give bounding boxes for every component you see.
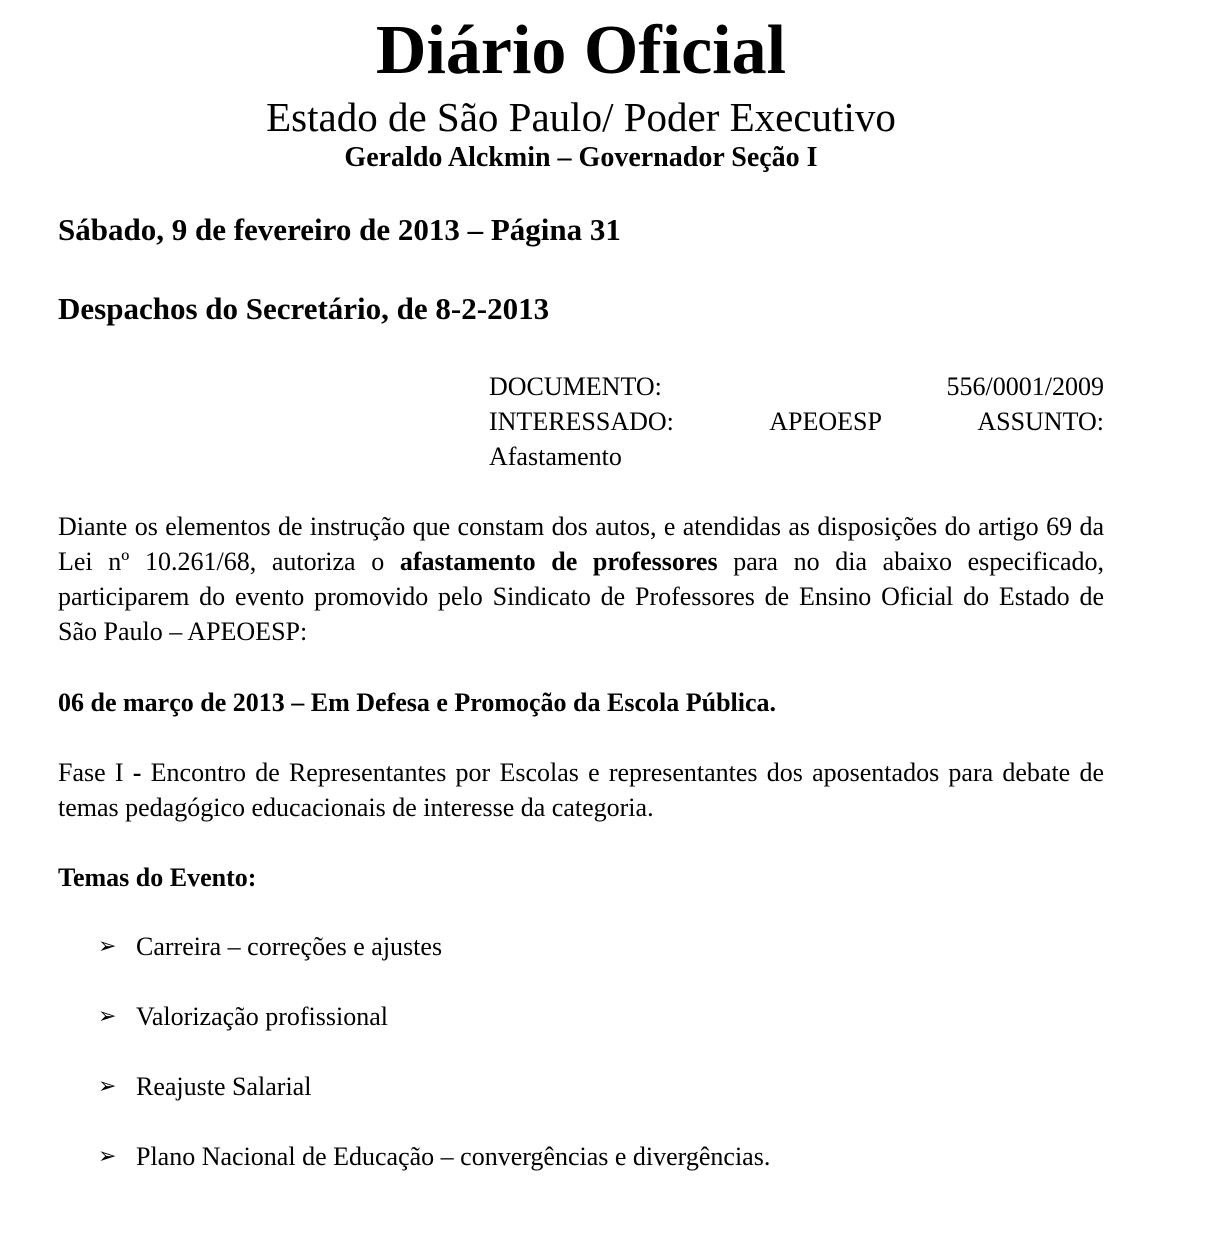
newspaper-title: Diário Oficial [375, 12, 787, 89]
assunto-label: ASSUNTO: [977, 407, 1104, 436]
newspaper-subtitle: Estado de São Paulo/ Poder Executivo [266, 94, 896, 140]
documento-value: 556/0001/2009 [946, 372, 1104, 401]
date-line: Sábado, 9 de fevereiro de 2013 – Página 31 [58, 212, 621, 247]
arrowhead-bullet-icon: ➢ [98, 1144, 117, 1169]
list-item-text: Carreira – correções e ajustes [136, 932, 443, 961]
interessado-row [489, 404, 1104, 439]
list-item [98, 1139, 770, 1174]
fase-text-end: Encontro de Representantes por Escolas e representantes dos aposentados para debate de temas pedagógico educacionais de interesse da categoria. [58, 758, 1104, 822]
list-item [98, 999, 388, 1034]
governor-line: Geraldo Alckmin – Governador Seção I [344, 142, 818, 173]
fase-dash: - [132, 758, 142, 787]
list-item-text: Plano Nacional de Educação – convergências e divergências. [136, 1142, 771, 1171]
document-reference-block [489, 369, 1104, 474]
assunto-value: Afastamento [489, 442, 622, 471]
masthead [0, 8, 1162, 176]
fase-paragraph [58, 755, 1104, 825]
intro-text-start: Diante os elementos de instrução que constam dos autos, e atendidas as disposições do artigo 69 da Lei nº 10.261/68, autoriza o [58, 512, 1104, 576]
intro-bold-text: afastamento de professores [399, 547, 718, 576]
interessado-value: APEOESP [769, 407, 882, 436]
fase-text-start: Fase I [58, 758, 133, 787]
arrowhead-bullet-icon: ➢ [98, 1004, 117, 1029]
list-item [98, 929, 442, 964]
intro-text-end: para no dia abaixo especificado, participarem do evento promovido pelo Sindicato de Professores de Ensino Oficial do Estado de São Paulo – APEOESP: [58, 547, 1105, 646]
list-item [98, 1069, 311, 1104]
temas-heading: Temas do Evento: [58, 863, 257, 892]
section-title: Despachos do Secretário, de 8-2-2013 [58, 291, 550, 326]
list-item-text: Reajuste Salarial [136, 1072, 312, 1101]
list-item-text: Valorização profissional [136, 1002, 388, 1031]
interessado-label: INTERESSADO: [489, 407, 674, 436]
arrowhead-bullet-icon: ➢ [98, 934, 117, 959]
documento-label: DOCUMENTO: [489, 372, 662, 401]
documento-row [489, 369, 1104, 404]
arrowhead-bullet-icon: ➢ [98, 1074, 117, 1099]
intro-paragraph [58, 509, 1104, 649]
event-line: 06 de março de 2013 – Em Defesa e Promoção da Escola Pública. [58, 688, 777, 717]
